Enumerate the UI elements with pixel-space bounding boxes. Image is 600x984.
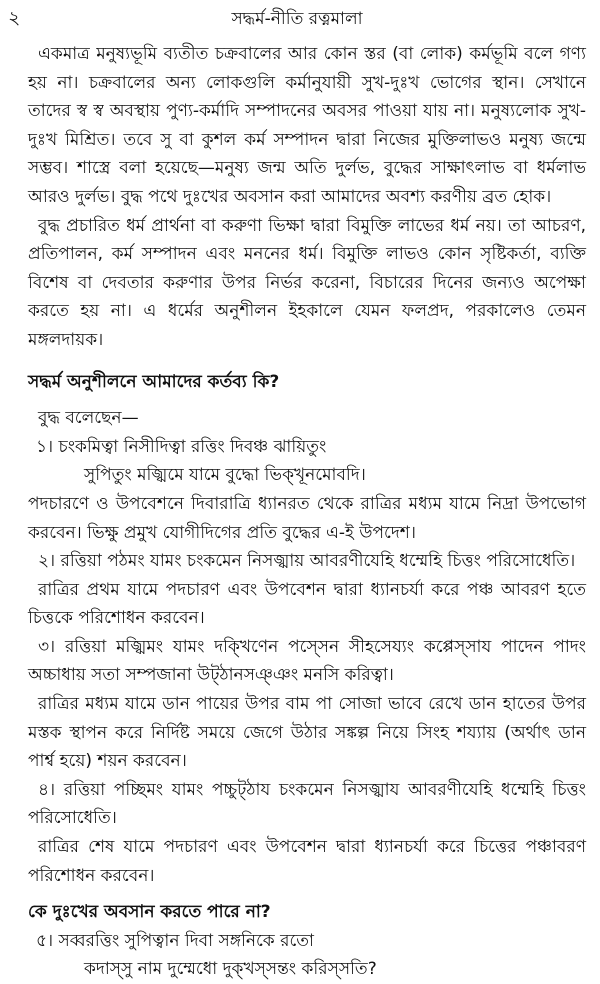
explanation-3: রাত্রির মধ্যম যামে ডান পায়ের উপর বাম পা সোজা ভাবে রেখে ডান হাতের উপর মস্তক স্থাপন করে নির্দিষ্ট সময়ে জেগে উঠার সঙ্কল্প নিয়ে সিংহ শয্যায় (অর্থাৎ ডান পার্শ্ব হয়ে) শয়ন করবেন। <box>28 694 586 772</box>
verse-4: ৪। রত্তিয়া পচ্ছিমং যামং পচ্চুট্ঠায চংকমেন নিসজ্ঝায আবরণীযেহি ধম্মেহি চিত্তং পরিসোধেতি। <box>28 779 586 829</box>
verse-1-line-1: ১। চংকমিত্বা নিসীদিত্বা রত্তিং দিবঞ্চ ঝায়িতুং <box>36 436 327 457</box>
intro-paragraph-2: বুদ্ধ প্রচারিত ধর্ম প্রার্থনা বা করুণা ভিক্ষা দ্বারা বিমুক্তি লাভের ধর্ম নয়। তা আচরণ, প্রতিপালন, কর্ম সম্পাদন এবং মননের ধর্ম। বিমুক্তি লাভও কোন সৃষ্টিকর্তা, ব্যক্তি বিশেষ বা দেবতার করুণার উপর নির্ভর করেনা, বিচারের দিনের জন্যও অপেক্ষা করতে হয় না। এ ধর্মের অনুশীলন ইহকালে যেমন ফলপ্রদ, পরকালেও তেমন মঙ্গলদায়ক। <box>28 215 586 350</box>
running-title: সদ্ধর্ম-নীতি রত্নমালা <box>231 9 363 29</box>
page-header <box>8 0 586 40</box>
verse-5-line-2: কদাস্সু নাম দুম্মেধো দুক্খস্সন্তং করিস্সতি? <box>84 959 377 980</box>
section-heading-duties: সদ্ধর্ম অনুশীলনে আমাদের কর্তব্য কি? <box>28 371 280 392</box>
verse-2: ২। রত্তিয়া পঠমং যামং চংকমেন নিসজ্ঝায় আবরণীযেহি ধম্মেহি চিত্তং পরিসোধেতি। <box>38 551 576 572</box>
verse-5-line-1: ৫। সব্বরত্তিং সুপিত্বান দিবা সঙ্গনিকে রতো <box>36 930 314 951</box>
verse-3: ৩। রত্তিয়া মজ্ঝিমং যামং দক্খিণেন পস্সেন সীহসেয্যং কপ্পেস্সায পাদেন পাদং অচ্চাধায় সতা সম্পজানা উট্ঠানসঞ্ঞং মনসি করিত্বা। <box>28 636 586 686</box>
explanation-2: রাত্রির প্রথম যামে পদচারণ এবং উপবেশন দ্বারা ধ্যানচর্যা করে পঞ্চ আবরণ হতে চিত্তকে পরিশোধন করবেন। <box>28 579 586 629</box>
page-number: ২ <box>8 7 21 29</box>
verse-1-line-2: সুপিতুং মজ্ঝিমে যামে বুদ্ধো ভিক্খূনমোবদি। <box>84 465 366 486</box>
spacer <box>28 890 586 898</box>
explanation-4: রাত্রির শেষ যামে পদচারণ এবং উপবেশন দ্বারা ধ্যানচর্যা করে চিত্তের পঞ্চাবরণ পরিশোধন করবেন। <box>28 837 586 886</box>
section-heading-who-cannot: কে দুঃখের অবসান করতে পারে না? <box>28 902 271 923</box>
buddha-said: বুদ্ধ বলেছেন— <box>38 408 139 429</box>
spacer <box>28 355 586 368</box>
spacer <box>28 396 586 404</box>
intro-paragraph-1: একমাত্র মনুষ্যভূমি ব্যতীত চক্রবালের আর কোন স্তর (বা লোক) কর্মভূমি বলে গণ্য হয় না। চক্রবালের অন্য লোকগুলি কর্মানুযায়ী সুখ-দুঃখ ভোগের স্থান। সেখানে তাদের স্ব স্ব অবস্থায় পুণ্য-কর্মাদি সম্পাদনের অবসর পাওয়া যায় না। মনুষ্যলোক সুখ-দুঃখ মিশ্রিত। তবে সু বা কুশল কর্ম সম্পাদন দ্বারা নিজের মুক্তিলাভও মনুষ্য জন্মে সম্ভব। শাস্ত্রে বলা হয়েছে—মনুষ্য জন্ম অতি দুর্লভ, বুদ্ধের সাক্ষাৎলাভ বা ধর্মলাভ আরও দুর্লভ। বুদ্ধ পথে দুঃখের অবসান করা আমাদের অবশ্য করণীয় ব্রত হোক। <box>28 44 586 207</box>
explanation-1: পদচারণে ও উপবেশনে দিবারাত্রি ধ্যানরত থেকে রাত্রির মধ্যম যামে নিদ্রা উপভোগ করবেন। ভিক্ষু প্রমুখ যোগীদিগের প্রতি বুদ্ধের এ-ই উপদেশ। <box>28 493 586 543</box>
